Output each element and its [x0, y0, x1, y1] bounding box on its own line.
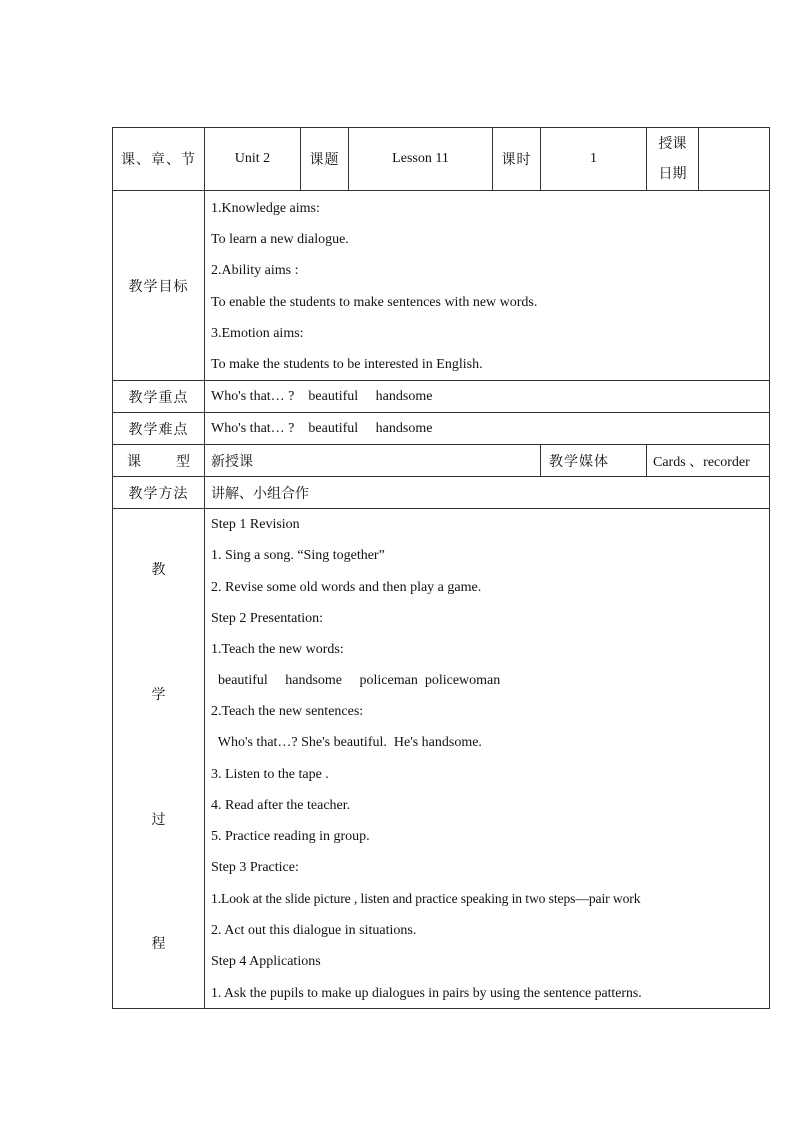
aims-line: 2.Ability aims :	[211, 263, 299, 279]
process-line: 4. Read after the teacher.	[211, 797, 351, 813]
aims-line: To make the students to be interested in English.	[211, 356, 483, 372]
lesson-type-label	[113, 445, 205, 477]
aims-line: 1.Knowledge aims:	[211, 201, 320, 216]
topic-label: 课题	[301, 128, 349, 191]
difficulties-label: 教学难点	[113, 413, 205, 445]
key-points-value: Who's that… ? beautiful handsome	[205, 381, 770, 413]
date-label	[647, 128, 699, 191]
process-label	[113, 509, 205, 1009]
key-points-row	[113, 381, 770, 413]
methods-row	[113, 477, 770, 509]
media-value: Cards 、recorder	[647, 445, 770, 477]
header-row	[113, 128, 770, 191]
process-row	[113, 509, 770, 1009]
unit-value: Unit 2	[205, 128, 301, 191]
lesson-type-row	[113, 445, 770, 477]
lesson-plan-table	[112, 127, 770, 1009]
difficulties-row	[113, 413, 770, 445]
date-label-line-2: 日期	[658, 166, 687, 182]
aims-content	[205, 191, 770, 381]
date-label-line-1: 授课	[658, 136, 687, 152]
process-line: 5. Practice reading in group.	[211, 829, 370, 844]
process-content	[205, 509, 770, 1009]
period-value: 1	[541, 128, 647, 191]
methods-value: 讲解、小组合作	[205, 477, 770, 509]
process-label-char: 程	[151, 936, 166, 953]
aims-line: To learn a new dialogue.	[211, 232, 349, 248]
process-label-char: 教	[151, 562, 166, 579]
methods-label: 教学方法	[113, 477, 205, 509]
process-line: Step 4 Applications	[211, 953, 321, 969]
process-line: 3. Listen to the tape .	[211, 766, 329, 782]
process-line: Step 3 Practice:	[211, 860, 299, 876]
topic-value: Lesson 11	[349, 128, 493, 191]
process-line: 2. Act out this dialogue in situations.	[211, 922, 417, 938]
aims-line: To enable the students to make sentences with new words.	[211, 294, 538, 310]
process-line: beautiful handsome policeman policewoman	[211, 673, 501, 689]
process-label-char: 过	[151, 812, 166, 829]
aims-row	[113, 191, 770, 381]
process-line: 1.Look at the slide picture , listen and practice speaking in two steps—pair work	[211, 891, 641, 907]
aims-label: 教学目标	[113, 191, 205, 381]
process-line: Step 1 Revision	[211, 517, 300, 533]
difficulties-value: Who's that… ? beautiful handsome	[205, 413, 770, 445]
process-label-char: 学	[151, 687, 166, 704]
lesson-type-label-2: 型	[176, 453, 190, 470]
aims-line: 3.Emotion aims:	[211, 325, 304, 341]
process-line: 1.Teach the new words:	[211, 641, 344, 657]
key-points-label: 教学重点	[113, 381, 205, 413]
date-value	[699, 128, 770, 191]
process-line: Step 2 Presentation:	[211, 610, 323, 626]
process-line: Who's that…? She's beautiful. He's handsome.	[211, 735, 482, 751]
lesson-type-value: 新授课	[205, 445, 541, 477]
lesson-type-label-1: 课	[127, 453, 141, 470]
media-label: 教学媒体	[541, 445, 647, 477]
unit-label: 课、章、节	[113, 128, 205, 191]
period-label: 课时	[493, 128, 541, 191]
process-line: 2.Teach the new sentences:	[211, 704, 364, 720]
process-line: 1. Ask the pupils to make up dialogues in pairs by using the sentence patterns.	[211, 984, 642, 1000]
process-line: 2. Revise some old words and then play a game.	[211, 579, 482, 595]
process-line: 1. Sing a song. “Sing together”	[211, 548, 385, 564]
